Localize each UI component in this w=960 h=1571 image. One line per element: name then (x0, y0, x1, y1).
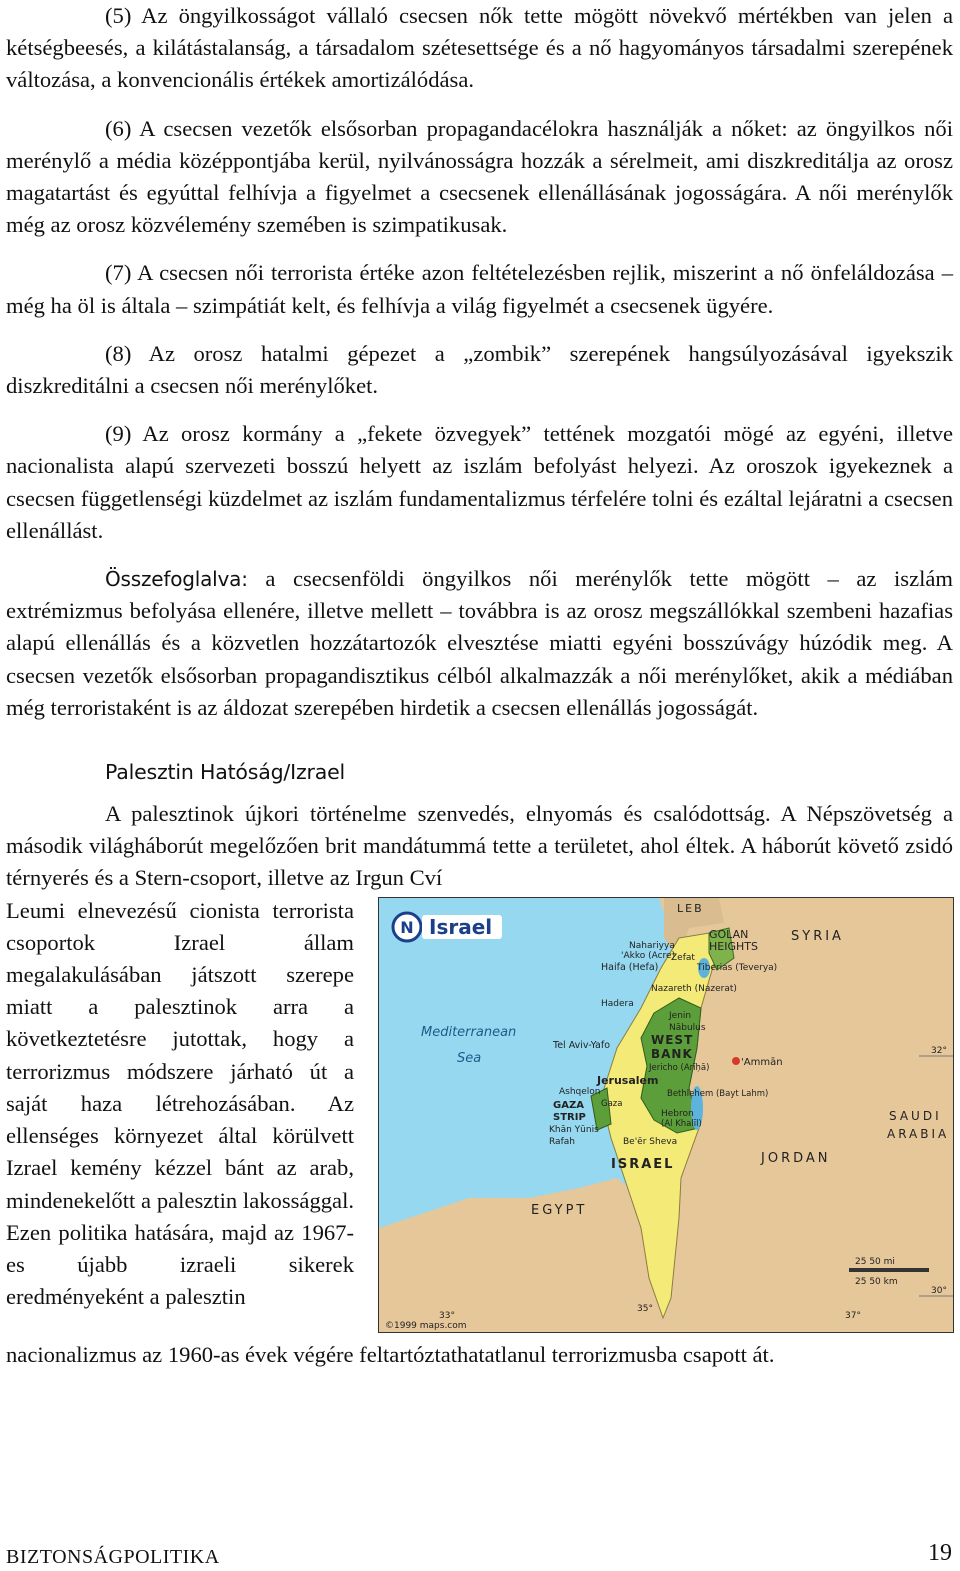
label-gaza-2: STRIP (553, 1111, 586, 1123)
label-haifa: Haifa (Hefa) (601, 961, 659, 973)
label-al-khalil: (Al Khalīl) (661, 1118, 702, 1129)
map-title-text: Israel (429, 914, 493, 939)
summary-paragraph (6, 563, 953, 724)
label-lat-30: 30° (931, 1285, 947, 1296)
label-akko: 'Akko (Acre) (621, 950, 676, 961)
label-ashqelon: Ashqelon (559, 1086, 601, 1097)
label-lon-33: 33° (439, 1310, 455, 1321)
label-israel: ISRAEL (611, 1156, 675, 1172)
label-scale-km: 25 50 km (855, 1276, 898, 1287)
label-amman: 'Ammān (741, 1056, 783, 1068)
label-saudi-1: SAUDI (889, 1108, 942, 1123)
section-intro: A palesztinok újkori történelme szenvedés, elnyomás és csalódottság. A Népszövetség a második világháborút megelőzően brit mandátummá tette a területet, ahol éltek. A háborút követő zsidó térnyerés és a Stern-csoport, illetve az Irgun Cví (6, 801, 953, 891)
paragraph-8: (8) Az orosz hatalmi gépezet a „zombik” szerepének hangsúlyozásával igyekszik diszkreditálni a csecsen női merénylőket. (6, 340, 953, 399)
amman-dot (732, 1057, 740, 1065)
label-saudi-2: ARABIA (887, 1126, 950, 1141)
paragraph-5: (5) Az öngyilkosságot vállaló csecsen nők tette mögött növekvő mértékben van jelen a kétségbeesés, a kilátástalanság, a társadalom szétesettsége és a nő hagyományos társadalmi szerepének változása, a konvencionális értékek amortizálódása. (6, 3, 953, 93)
label-lat-32: 32° (931, 1045, 947, 1056)
label-leb: LEB (677, 901, 704, 915)
label-gaza-city: Gaza (601, 1098, 623, 1109)
footer-journal-name: BIZTONSÁGPOLITIKA (6, 1546, 220, 1568)
label-golan-1: GOLAN (709, 927, 749, 941)
label-rafah: Rafah (549, 1136, 575, 1147)
north-label: N (400, 917, 414, 937)
section-heading: Palesztin Hatóság/Izrael (105, 760, 346, 785)
label-tiberias: Tiberias (Teverya) (697, 962, 778, 973)
label-golan-2: HEIGHTS (709, 939, 758, 953)
label-jenin: Jenin (669, 1010, 692, 1021)
label-jordan: JORDAN (761, 1150, 831, 1166)
label-west-bank-1: WEST (651, 1032, 694, 1047)
label-syria: SYRIA (791, 928, 844, 944)
map-svg (379, 898, 953, 1332)
label-lon-35: 35° (637, 1303, 653, 1314)
map-title (393, 913, 502, 941)
label-gaza-1: GAZA (553, 1099, 584, 1111)
paragraph-9: (9) Az orosz kormány a „fekete özvegyek” tettének mozgatói mögé az egyéni, illetve nacionalista alapú szervezeti bosszú helyett az iszlám befolyást helyezi. Az oroszok igyekeznek a csecsen függetlenségi küzdelmet az iszlám fundamentalizmus térfelére tolni és ezáltal lejáratni a csecsen ellenállást. (6, 421, 953, 543)
label-beersheva: Be'ēr Sheva (623, 1136, 678, 1147)
label-jericho: Jericho (Arīḥā) (649, 1062, 710, 1073)
paragraph-7: (7) A csecsen női terrorista értéke azon feltételezésben rejlik, miszerint a nő önfeláldozása – még ha öl is általa – szimpátiát kelt, és felhívja a világ figyelmét a csecsenek ügyére. (6, 260, 953, 318)
israel-map (378, 897, 954, 1333)
summary-label: Összefoglalva: (105, 567, 248, 592)
footer-page-number: 19 (928, 1540, 952, 1566)
label-mediterranean-1: Mediterranean (421, 1024, 517, 1040)
label-hebron: Hebron (661, 1108, 694, 1119)
label-west-bank-2: BANK (651, 1046, 693, 1061)
label-hadera: Hadera (601, 998, 634, 1009)
label-bethlehem: Bethlehem (Bayt Lahm) (667, 1088, 769, 1099)
label-lon-37: 37° (845, 1310, 861, 1321)
map-copyright: ©1999 maps.com (385, 1320, 467, 1331)
label-nabulus: Nābulus (669, 1022, 706, 1033)
summary-text: a csecsenföldi öngyilkos női merénylők tette mögött – az iszlám extrémizmus befolyása ellenére, illetve mellett – továbbra is az orosz megszállókkal szembeni hazafias alapú ellenállás és a közvetlen hozzátartozók elvesztése miatti egyéni bosszúvágy húzódik meg. A csecsen vezetők elsősorban propagandisztikus célból alkalmazzák a női merénylőket, akik a médiában még terroristaként is az áldozat szerepében hirdetik a csecsen ellenállás jogosságát. (6, 566, 954, 720)
label-mediterranean-2: Sea (457, 1050, 482, 1066)
scale-bar (849, 1268, 929, 1272)
wrapped-paragraph: Leumi elnevezésű cionista terrorista csoportok Izrael állam megalakulásában játszott szerepe miatt a palesztinok arra a következtetésre jutottak, hogy a terrorizmus módszere járható út a saját haza létrehozásában. Az ellenséges környezet által körülvett Izrael kemény kézzel bánt az arab, mindenekelőtt a palesztin lakossággal. Ezen politika hatására, majd az 1967-es újabb izraeli sikerek eredményeként a palesztin (6, 897, 354, 1310)
document-page (6, 0, 953, 1371)
section-last-line: nacionalizmus az 1960-as évek végére feltartóztathatatlanul terrorizmusba csapott át. (6, 1341, 775, 1367)
label-jerusalem: Jerusalem (597, 1073, 659, 1087)
paragraph-6: (6) A csecsen vezetők elsősorban propagandacélokra használják a nőket: az öngyilkos női merénylő a média középpontjába kerül, nyilvánosságra hozzák a sérelmeit, ami diszkreditálja az orosz magatartást és egyúttal felhívja a figyelmet a csecsenek ellenállásának jogosságára. A női merénylők még az orosz közvélemény szemében is szimpatikusak. (6, 115, 953, 238)
label-nahariyya: Nahariyya (629, 940, 675, 951)
label-zefat: Zefat (671, 952, 695, 963)
label-egypt: EGYPT (531, 1202, 588, 1218)
label-tel-aviv: Tel Aviv-Yafo (553, 1039, 611, 1051)
label-scale-mi: 25 50 mi (855, 1256, 895, 1267)
label-nazareth: Nazareth (Nazerat) (651, 983, 737, 994)
label-khan-yunis: Khān Yūnis (549, 1124, 599, 1135)
